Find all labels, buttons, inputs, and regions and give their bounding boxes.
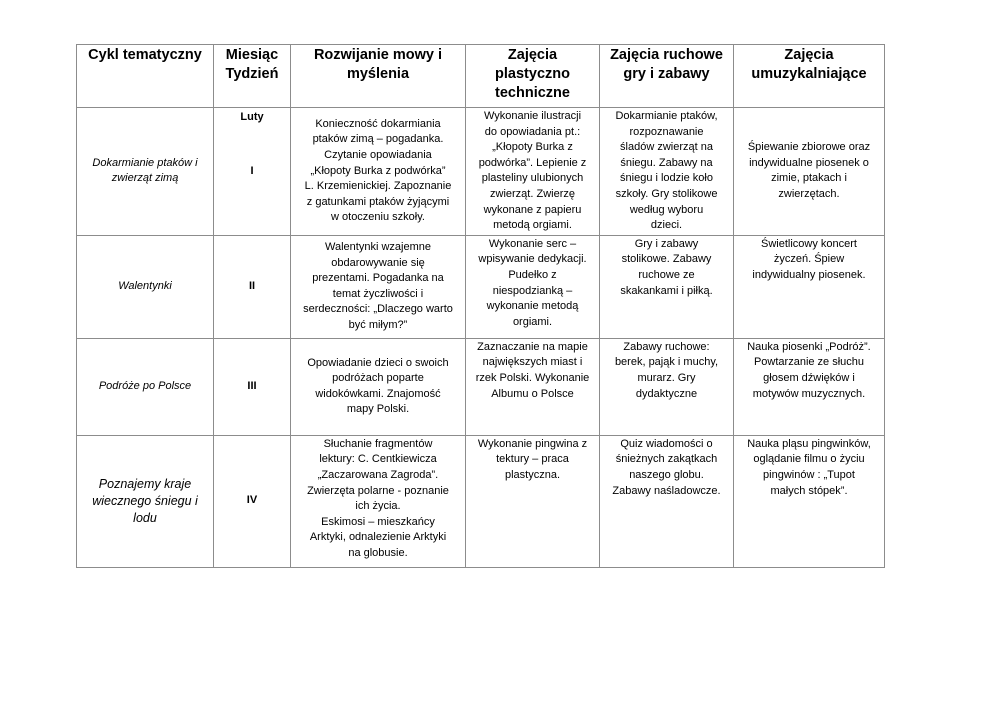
movement-cell: Dokarmianie ptaków, rozpoznawanie śladów zwierząt na śniegu. Zabawy na śniegu i lodzie koło szkoły. Gry stolikowe według wyboru dzieci. [600, 108, 734, 236]
movement-cell: Quiz wiadomości o śnieżnych zakątkach naszego globu. Zabawy naśladowcze. [600, 435, 734, 567]
art-cell: Wykonanie serc – wpisywanie dedykacji. Pudełko z niespodzianką – wykonanie metodą orgiami. [466, 235, 600, 338]
header-music: Zajęcia umuzykalniające [734, 45, 885, 108]
speech-cell: Słuchanie fragmentów lektury: C. Centkiewicza „Zaczarowana Zagroda”. Zwierzęta polarne - poznanie ich życia. Eskimosi – mieszkańcy Arktyki, odnalezienie Arktyki na globusie. [291, 435, 466, 567]
header-row [77, 45, 885, 108]
week-cell: IV [214, 435, 291, 567]
art-cell: Wykonanie ilustracji do opowiadania pt.: „Kłopoty Burka z podwórka”. Lepienie z plasteliny ulubionych zwierząt. Zwierzę wykonane z papieru metodą orgiami. [466, 108, 600, 236]
topic-cell: Walentynki [77, 235, 214, 338]
movement-cell: Zabawy ruchowe: berek, pająk i muchy, murarz. Gry dydaktyczne [600, 338, 734, 435]
movement-cell: Gry i zabawy stolikowe. Zabawy ruchowe ze skakankami i piłką. [600, 235, 734, 338]
table-row [77, 235, 885, 338]
month-label: Luty [240, 111, 264, 123]
header-speech-thinking: Rozwijanie mowy i myślenia [291, 45, 466, 108]
thematic-plan-table [76, 44, 885, 568]
week-cell: Luty I [214, 108, 291, 236]
topic-cell: Podróże po Polsce [77, 338, 214, 435]
week-cell: II [214, 235, 291, 338]
music-cell: Nauka piosenki „Podróż”. Powtarzanie ze słuchu głosem dźwięków i motywów muzycznych. [734, 338, 885, 435]
table-row [77, 435, 885, 567]
speech-cell: Konieczność dokarmiania ptaków zimą – pogadanka. Czytanie opowiadania „Kłopoty Burka z podwórka” L. Krzemienickiej. Zapoznanie z gatunkami ptaków żyjącymi w otoczeniu szkoły. [291, 108, 466, 236]
music-cell: Nauka pląsu pingwinków, oglądanie filmu o życiu pingwinów : „Tupot małych stópek”. [734, 435, 885, 567]
art-cell: Zaznaczanie na mapie największych miast i rzek Polski. Wykonanie Albumu o Polsce [466, 338, 600, 435]
speech-cell: Walentynki wzajemne obdarowywanie się prezentami. Pogadanka na temat życzliwości i serdeczności: „Dlaczego warto być miłym?” [291, 235, 466, 338]
table-row [77, 338, 885, 435]
topic-cell: Dokarmianie ptaków i zwierząt zimą [77, 108, 214, 236]
header-movement-games: Zajęcia ruchowe gry i zabawy [600, 45, 734, 108]
header-topic-cycle: Cykl tematyczny [77, 45, 214, 108]
art-cell: Wykonanie pingwina z tektury – praca plastyczna. [466, 435, 600, 567]
speech-cell: Opowiadanie dzieci o swoich podróżach poparte widokówkami. Znajomość mapy Polski. [291, 338, 466, 435]
table-row [77, 108, 885, 236]
music-cell: Świetlicowy koncert życzeń. Śpiew indywidualny piosenek. [734, 235, 885, 338]
music-cell: Śpiewanie zbiorowe oraz indywidualne piosenek o zimie, ptakach i zwierzętach. [734, 108, 885, 236]
topic-cell: Poznajemy kraje wiecznego śniegu i lodu [77, 435, 214, 567]
header-art-technical: Zajęcia plastyczno techniczne [466, 45, 600, 108]
header-month-week: Miesiąc Tydzień [214, 45, 291, 108]
week-cell: III [214, 338, 291, 435]
